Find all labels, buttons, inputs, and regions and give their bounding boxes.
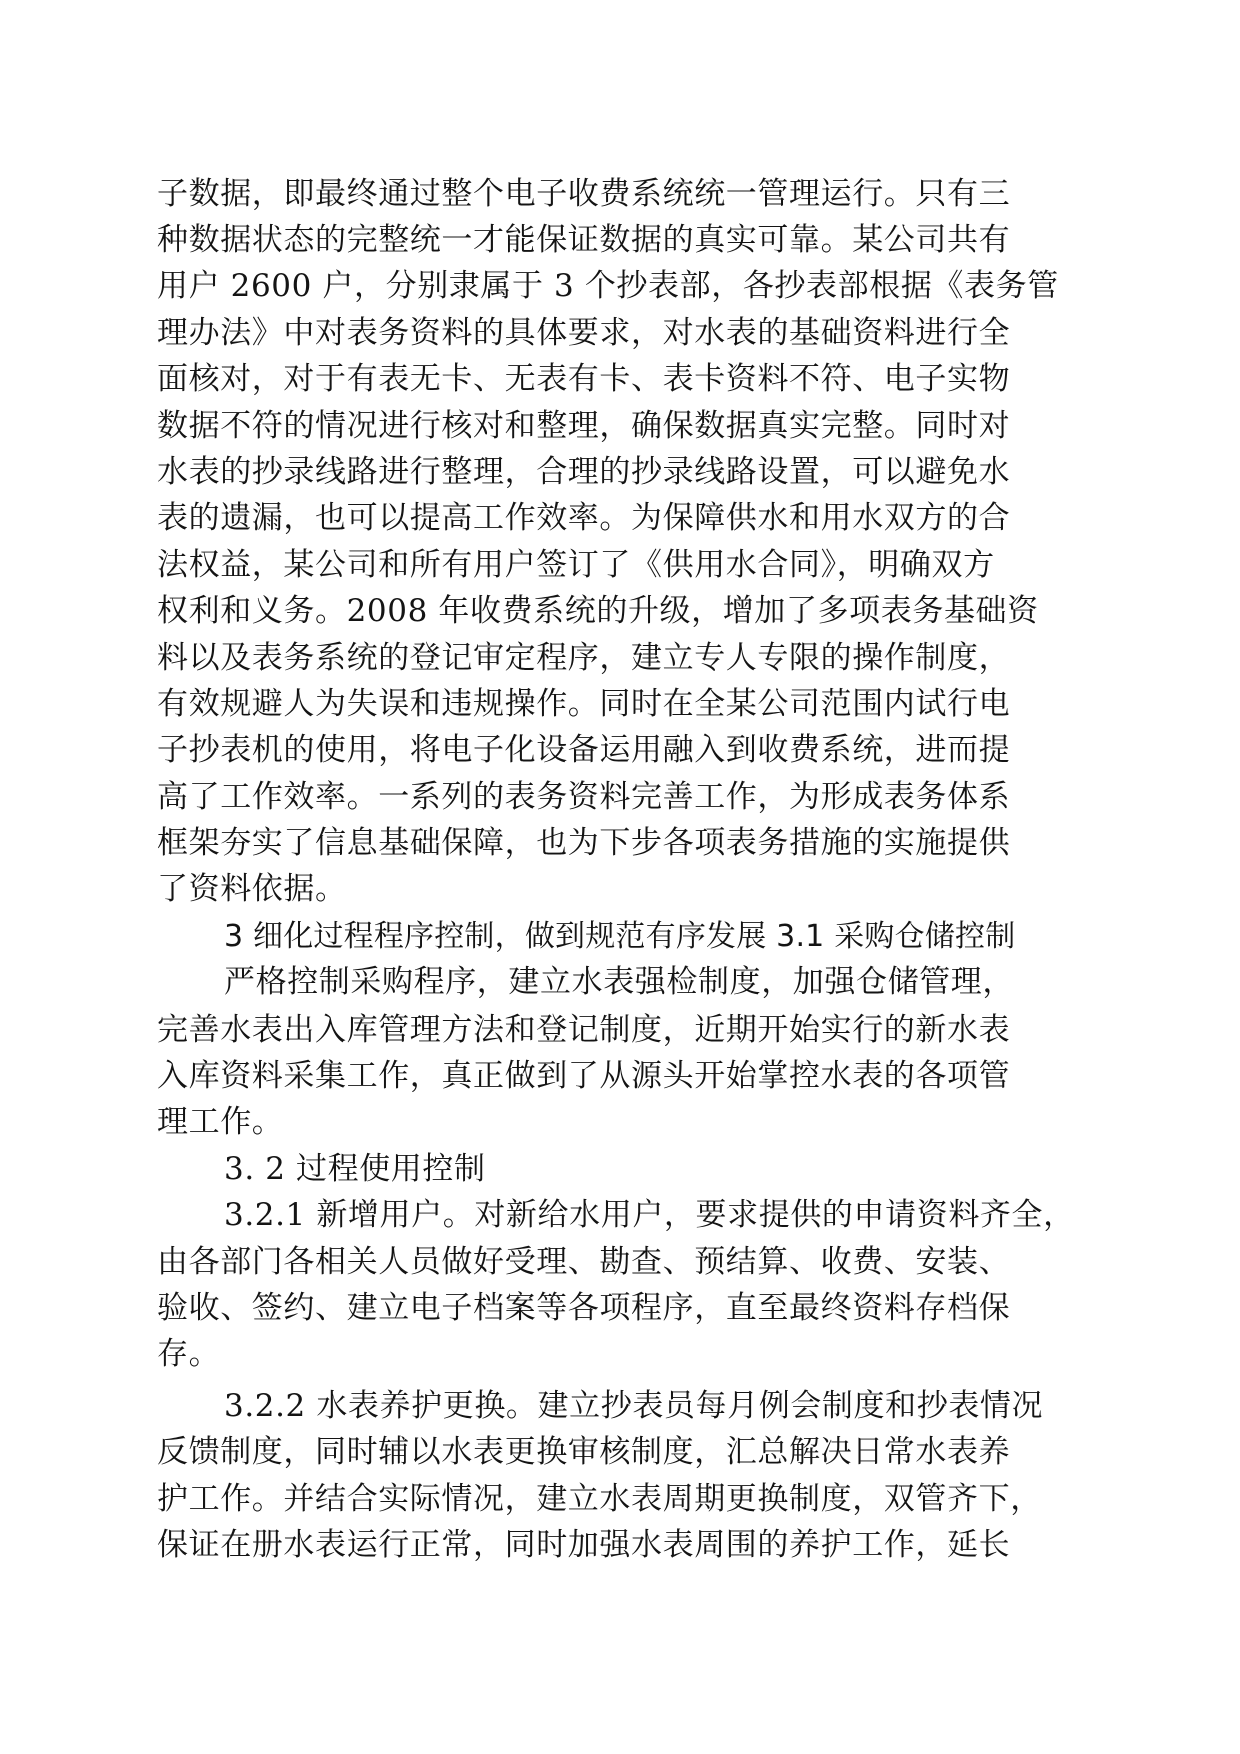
paragraph-line: 数据不符的情况进行核对和整理，确保数据真实完整。同时对 bbox=[157, 408, 1011, 444]
paragraph-line: 保证在册水表运行正常，同时加强水表周围的养护工作，延长 bbox=[157, 1527, 1011, 1563]
paragraph-line: 框架夯实了信息基础保障，也为下步各项表务措施的实施提供 bbox=[157, 825, 1011, 861]
paragraph-line: 高了工作效率。一系列的表务资料完善工作，为形成表务体系 bbox=[157, 779, 1011, 815]
paragraph-line: 理办法》中对表务资料的具体要求，对水表的基础资料进行全 bbox=[157, 315, 1011, 351]
paragraph-line: 权利和义务。2008 年收费系统的升级，增加了多项表务基础资 bbox=[157, 593, 1039, 629]
paragraph-line: 理工作。 bbox=[157, 1104, 284, 1140]
section-heading: 3 细化过程程序控制，做到规范有序发展 3.1 采购仓储控制 bbox=[224, 919, 1016, 954]
paragraph-line: 3.2.1 新增用户。对新给水用户，要求提供的申请资料齐全， bbox=[224, 1197, 1075, 1233]
paragraph-line: 存。 bbox=[157, 1336, 221, 1372]
paragraph-line: 严格控制采购程序，建立水表强检制度，加强仓储管理， bbox=[224, 964, 1014, 1000]
paragraph-line: 有效规避人为失误和违规操作。同时在全某公司范围内试行电 bbox=[157, 686, 1011, 722]
paragraph-line: 料以及表务系统的登记审定程序，建立专人专限的操作制度， bbox=[157, 640, 1011, 676]
paragraph-line: 护工作。并结合实际情况，建立水表周期更换制度，双管齐下， bbox=[157, 1481, 1042, 1517]
paragraph-line: 完善水表出入库管理方法和登记制度，近期开始实行的新水表 bbox=[157, 1012, 1011, 1048]
paragraph-line: 种数据状态的完整统一才能保证数据的真实可靠。某公司共有 bbox=[157, 222, 1011, 258]
paragraph-line: 法权益，某公司和所有用户签订了《供用水合同》，明确双方 bbox=[157, 547, 995, 583]
paragraph-line: 表的遗漏，也可以提高工作效率。为保障供水和用水双方的合 bbox=[157, 500, 1011, 536]
paragraph-line: 反馈制度，同时辅以水表更换审核制度，汇总解决日常水表养 bbox=[157, 1434, 1011, 1470]
paragraph-line: 入库资料采集工作，真正做到了从源头开始掌控水表的各项管 bbox=[157, 1058, 1011, 1094]
paragraph-line: 用户 2600 户，分别隶属于 3 个抄表部，各抄表部根据《表务管 bbox=[157, 268, 1059, 304]
paragraph-line: 3.2.2 水表养护更换。建立抄表员每月例会制度和抄表情况 bbox=[224, 1388, 1044, 1424]
paragraph-line: 子数据，即最终通过整个电子收费系统统一管理运行。只有三 bbox=[157, 176, 1011, 212]
paragraph-line: 由各部门各相关人员做好受理、勘查、预结算、收费、安装、 bbox=[157, 1244, 1011, 1280]
paragraph-line: 水表的抄录线路进行整理，合理的抄录线路设置，可以避免水 bbox=[157, 454, 1011, 490]
paragraph-line: 面核对，对于有表无卡、无表有卡、表卡资料不符、电子实物 bbox=[157, 361, 1011, 397]
paragraph-line: 子抄表机的使用，将电子化设备运用融入到收费系统，进而提 bbox=[157, 732, 1011, 768]
subsection-heading: 3. 2 过程使用控制 bbox=[224, 1151, 486, 1187]
paragraph-line: 了资料依据。 bbox=[157, 871, 347, 907]
paragraph-line: 验收、签约、建立电子档案等各项程序，直至最终资料存档保 bbox=[157, 1290, 1011, 1326]
